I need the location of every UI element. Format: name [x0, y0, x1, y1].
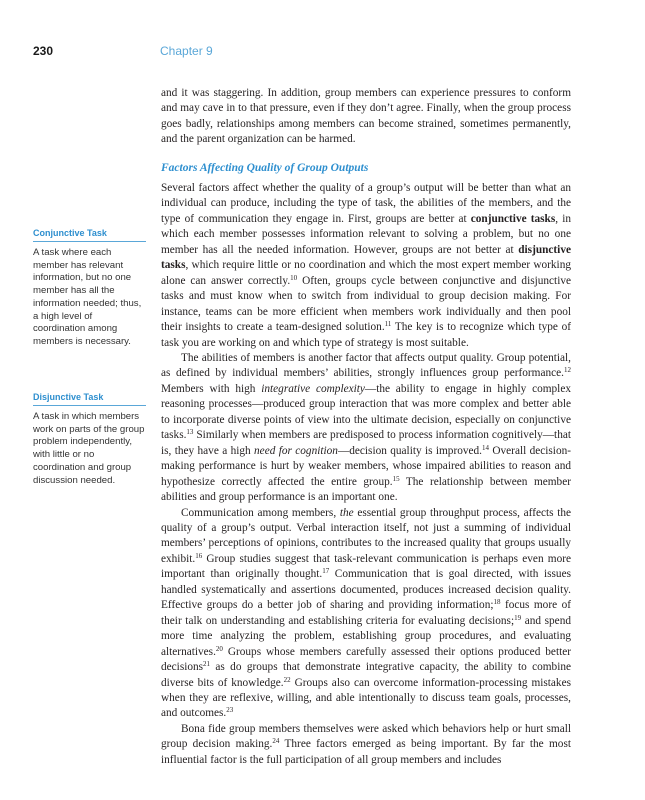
paragraph-task-type: Several factors affect whether the quality of a group’s output will be better than what an individual can produce, including the type of task, the abilities of the members, and the type of communication they engage in. First, groups are better at conjunctive tasks, in which each member possesses information relevant to solving a problem, but no one member has all the needed information. However, groups are not better at disjunctive tasks, which require little or no coordination and which the most expert member working alone can answer correctly.$^{10}$ Often, groups cycle between conjunctive and disjunctive tasks and must know when to switch from individual to group decision making. For instance, teams can be more efficient when members work individually and then pool their insights to create a team-designed solution.$^{11}$ The key is to recognize which type of task you are working on and which type of strategy is most suitable. [161, 182, 571, 349]
footnote-ref: 20 [215, 644, 223, 653]
footnote-ref: 10 [290, 273, 298, 282]
sidebar-definition-conjunctive [33, 228, 146, 349]
footnote-ref: 15 [392, 474, 400, 483]
chapter-label: Chapter 9 [160, 44, 213, 58]
term-need-for-cognition: need for cognition [254, 444, 338, 457]
paragraph-bona-fide: Bona fide group members themselves were asked which behaviors help or hurt small group decision making.$^{24}$ Three factors emerged as being important. By far the most influential factor is the full participation of all group members and includes [161, 722, 571, 766]
sidebar-definition: A task in which members work on parts of the group problem independently, with little or no coordination and group discussion needed. [33, 411, 145, 486]
footnote-ref: 13 [186, 428, 194, 437]
paragraph-member-abilities: The abilities of members is another factor that affects output quality. Group potential, as defined by individual members’ abilities, strongly influences group performance.$^{12}$ Members with high integrative complexity—the ability to engage in highly complex reasoning processes—produced group interaction that was more complex and better able to incorporate diverse points of view into the ultimate decision, especially on conjunctive tasks.$^{13}$ Similarly when members are predisposed to process information cognitively—that is, they have a high need for cognition—decision quality is improved.$^{14}$ Overall decision-making performance is hurt by weaker members, whose impaired abilities to reason and hypothesize correctly affected the entire group.$^{15}$ The relationship between member abilities and group performance is an important one. [161, 351, 571, 504]
footnote-ref: 17 [322, 567, 330, 576]
intro-paragraph [161, 86, 571, 148]
footnote-ref: 23 [226, 706, 234, 715]
footnote-ref: 19 [514, 613, 522, 622]
footnote-ref: 18 [493, 598, 501, 607]
footnote-ref: 22 [283, 675, 291, 684]
footnote-ref: 12 [564, 366, 571, 375]
footnote-ref: 24 [272, 737, 280, 746]
sidebar-definition: A task where each member has relevant information, but no one member has all the information needed; thus, a high level of coordination among members is necessary. [33, 247, 142, 347]
sidebar-title: Disjunctive Task [33, 392, 146, 406]
page-number: 230 [33, 44, 54, 58]
term-integrative-complexity: integrative complexity [261, 382, 365, 395]
term-disjunctive-tasks: disjunctive tasks [161, 243, 571, 272]
emphasis-the: the [339, 506, 354, 519]
footnote-ref: 11 [384, 320, 392, 329]
footnote-ref: 21 [203, 660, 211, 669]
footnote-ref: 14 [482, 443, 489, 452]
paragraph-communication: Communication among members, the essential group throughput process, affects the quality of a group’s output. Verbal interaction itself, not just a summing of individual members’ perceptions of opinions, contributes to the increased quality that groups usually exhibit.$^{16}$ Group studies suggest that task-relevant communication is perhaps even more important than originally thought.$^{17}$ Communication that is goal directed, with issues handled systematically and assertions documented, produces increased decision quality. Effective groups do a better job of sharing and providing information;$^{18}$ focus more of their talk on understanding and establishing criteria for evaluating decisions;$^{19}$ and spend more time analyzing the problem, establishing group procedures, and evaluating alternatives.$^{20}$ Groups whose members carefully assessed their options produced better decisions$^{21}$ as do groups that demonstrate integrative capacity, the ability to combine diverse bits of knowledge.$^{22}$ Groups also can overcome information-processing mistakes when they are reflexive, willing, and able intentionally to discuss team goals, processes, and outcomes.$^{23}$ [161, 506, 572, 720]
section-heading: Factors Affecting Quality of Group Outputs [161, 162, 369, 174]
term-conjunctive-tasks: conjunctive tasks [470, 212, 556, 225]
main-text [161, 181, 571, 768]
sidebar-title: Conjunctive Task [33, 228, 146, 242]
intro-text: and it was staggering. In addition, group members can experience pressures to conform and may cave in to that pressure, even if they don’t agree. Finally, when the group process goes badly, relationships among members can become strained, sometimes permanently, and the parent organization can be harmed. [161, 87, 571, 146]
footnote-ref: 16 [195, 551, 203, 560]
sidebar-definition-disjunctive [33, 392, 146, 487]
